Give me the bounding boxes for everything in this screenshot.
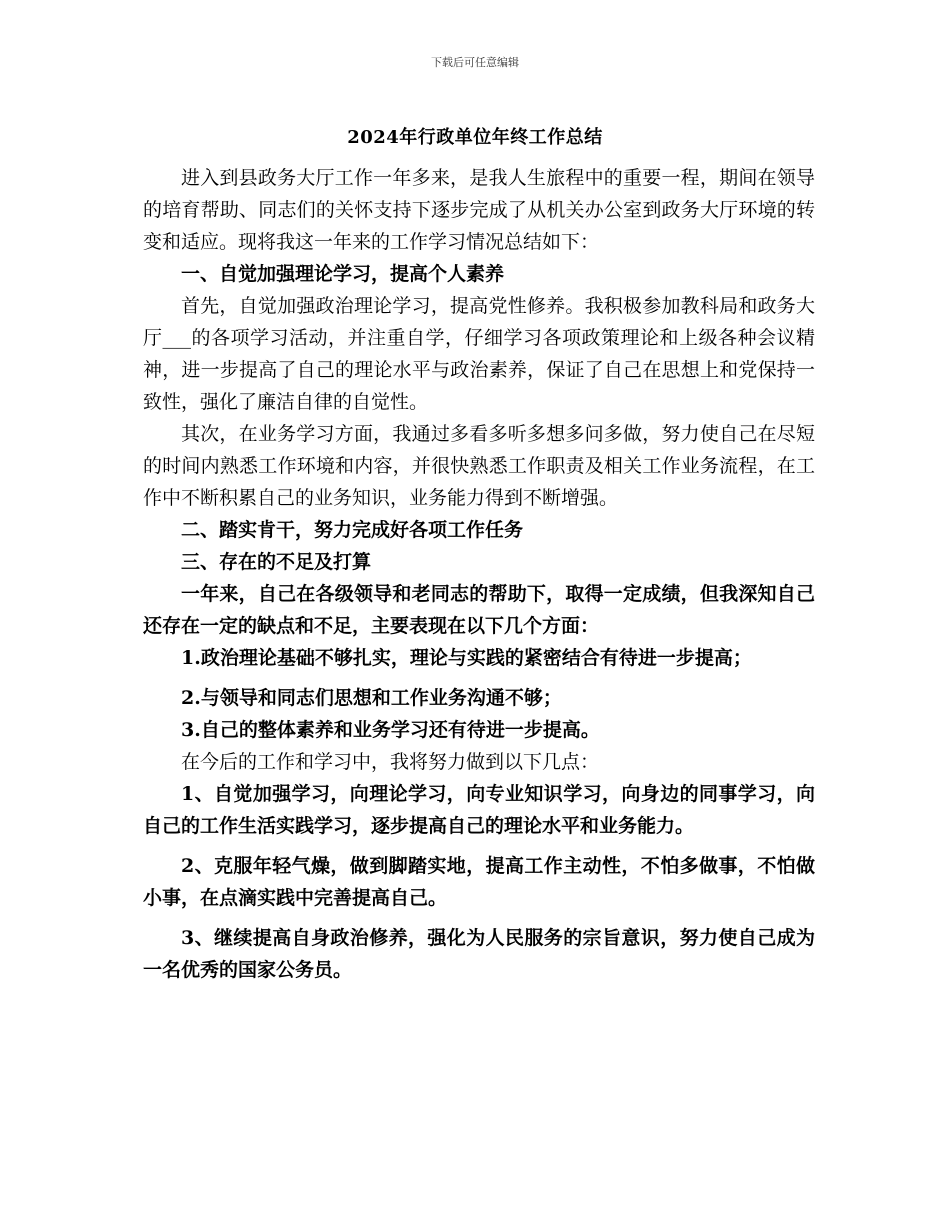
- document-title: 2024年行政单位年终工作总结: [347, 127, 603, 148]
- document-body: [143, 162, 815, 986]
- shortcoming-item-1: 1.政治理论基础不够扎实，理论与实践的紧密结合有待进一步提高；: [181, 647, 752, 669]
- plan-item-3: 3、继续提高自身政治修养，强化为人民服务的宗旨意识，努力使自己成为一名优秀的国家公务员。: [143, 927, 815, 981]
- section-heading-1: 一、自觉加强理论学习，提高个人素养: [181, 263, 505, 285]
- intro-paragraph: 进入到县政务大厅工作一年多来，是我人生旅程中的重要一程，期间在领导的培育帮助、同志们的关怀支持下逐步完成了从机关办公室到政务大厅环境的转变和适应。现将我这一年来的工作学习情况总结如下：: [143, 167, 815, 253]
- plan-item-2: 2、克服年轻气燥，做到脚踏实地，提高工作主动性，不怕多做事，不怕做小事，在点滴实践中完善提高自己。: [143, 855, 815, 909]
- paragraph-business-study: 其次，在业务学习方面，我通过多看多听多想多问多做，努力使自己在尽短的时间内熟悉工作环境和内容，并很快熟悉工作职责及相关工作业务流程，在工作中不断积累自己的业务知识，业务能力得到不断增强。: [143, 423, 815, 509]
- shortcoming-item-2: 2.与领导和同志们思想和工作业务沟通不够；: [181, 687, 562, 709]
- shortcoming-item-3: 3.自己的整体素养和业务学习还有待进一步提高。: [181, 719, 600, 741]
- paragraph-theory-study: 首先，自觉加强政治理论学习，提高党性修养。我积极参加教科局和政务大厅___的各项学习活动，并注重自学，仔细学习各项政策理论和上级各种会议精神，进一步提高了自己的理论水平与政治素养，保证了自己在思想上和党保持一致性，强化了廉洁自律的自觉性。: [143, 295, 815, 413]
- section-heading-3: 三、存在的不足及打算: [181, 551, 372, 573]
- section-heading-2: 二、踏实肯干，努力完成好各项工作任务: [181, 519, 524, 541]
- header-note: 下载后可任意编辑: [431, 56, 519, 69]
- paragraph-shortcomings-intro: 一年来，自己在各级领导和老同志的帮助下，取得一定成绩，但我深知自己还存在一定的缺点和不足，主要表现在以下几个方面：: [143, 583, 815, 637]
- plan-intro: 在今后的工作和学习中，我将努力做到以下几点：: [181, 751, 600, 773]
- plan-item-1: 1、自觉加强学习，向理论学习，向专业知识学习，向身边的同事学习，向自己的工作生活实践学习，逐步提高自己的理论水平和业务能力。: [143, 783, 815, 837]
